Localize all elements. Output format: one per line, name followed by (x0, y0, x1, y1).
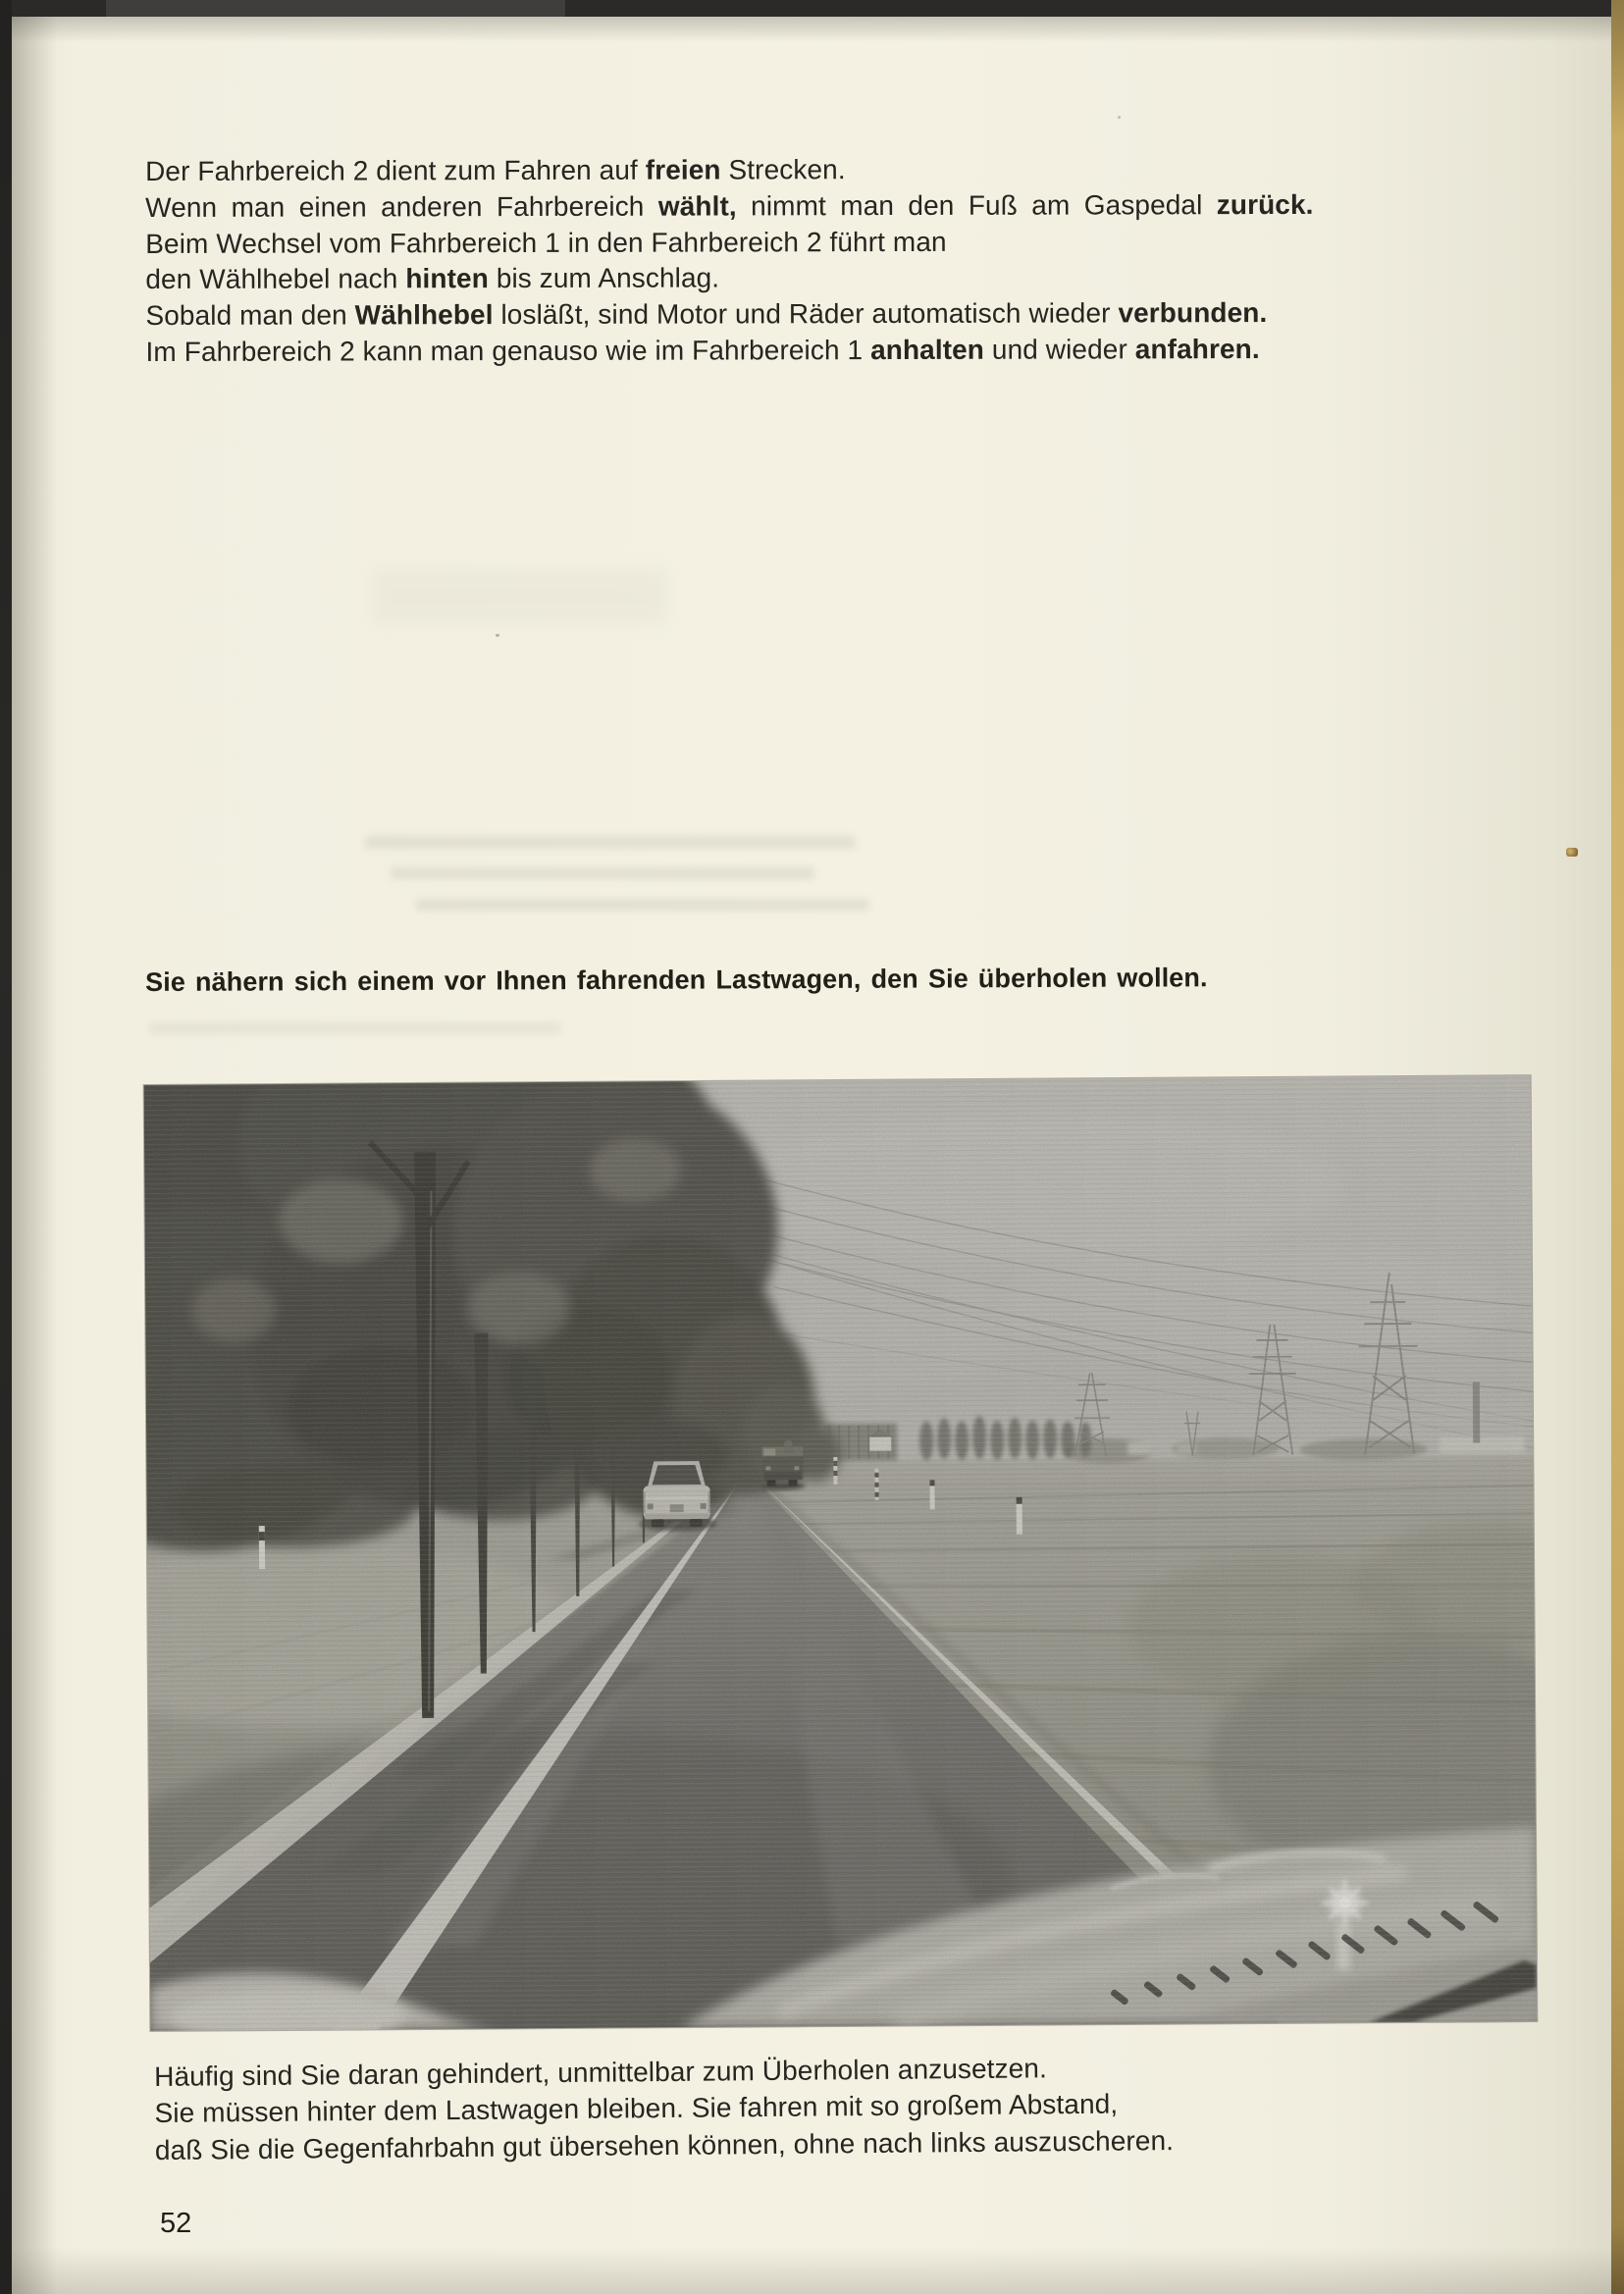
book-gilt-edge (1611, 0, 1624, 2294)
text-segment: Sobald man den (145, 299, 355, 332)
text-line: Häufig sind Sie daran gehindert, unmittelbar zum Überholen anzusetzen. (154, 2053, 1048, 2092)
text-segment: den Wählhebel nach (145, 263, 406, 295)
text-segment: freien (645, 154, 721, 185)
road-photo (144, 1075, 1538, 2031)
text-segment: zurück. (1216, 188, 1314, 220)
paper-shadow-left (12, 17, 57, 2294)
closing-paragraph (154, 2049, 1174, 2168)
text-segment: Wählhebel (354, 299, 494, 331)
text-segment: und wieder (983, 334, 1135, 365)
text-line (145, 332, 1313, 371)
page-showthrough (373, 569, 667, 624)
scan-edge-top-highlight (106, 0, 565, 17)
page-showthrough (391, 867, 814, 879)
binding-speck (1566, 848, 1578, 857)
text-segment: verbunden. (1118, 297, 1268, 329)
film-grain (144, 1075, 1538, 2031)
text-segment: bis zum Anschlag. (488, 262, 720, 294)
text-segment: hinten (405, 263, 489, 294)
photo-caption: Sie nähern sich einem vor Ihnen fahrenden Lastwagen, den Sie überholen wollen. (145, 963, 1208, 997)
text-segment: nimmt man den Fuß am Gaspedal (736, 188, 1217, 222)
paper-shadow-bottom (12, 2247, 1611, 2294)
text-segment: wählt, (657, 190, 737, 222)
text-line (145, 151, 1313, 190)
text-line (145, 259, 1313, 298)
page-showthrough (149, 1022, 561, 1034)
text-segment: Beim Wechsel vom Fahrbereich 1 in den Fahrbereich 2 führt man (145, 226, 947, 259)
dust-speck (496, 634, 499, 637)
text-segment: losläßt, sind Motor und Räder automatisch wieder (493, 297, 1119, 331)
text-segment: anhalten (870, 334, 985, 366)
page-showthrough (416, 899, 869, 911)
intro-paragraph (145, 151, 1314, 371)
page-showthrough (365, 836, 856, 849)
text-segment: Der Fahrbereich 2 dient zum Fahren auf (145, 154, 646, 186)
scan-edge-left (0, 0, 12, 2294)
text-line: Sie müssen hinter dem Lastwagen bleiben. Sie fahren mit so großem Abstand, (154, 2088, 1119, 2129)
text-segment: Im Fahrbereich 2 kann man genauso wie im Fahrbereich 1 (145, 335, 871, 367)
text-line (145, 295, 1313, 335)
scan-edge-top (0, 0, 1624, 17)
text-line (145, 187, 1313, 227)
text-segment: anfahren. (1134, 334, 1260, 365)
text-line: daß Sie die Gegenfahrbahn gut übersehen können, ohne nach links auszuscheren. (154, 2124, 1175, 2165)
paper-shadow-top (12, 17, 1611, 42)
page-number: 52 (160, 2208, 192, 2239)
dust-speck (1118, 116, 1121, 119)
text-segment: Strecken. (720, 154, 846, 185)
text-segment: Wenn man einen anderen Fahrbereich (145, 190, 658, 223)
text-line (145, 223, 1313, 262)
